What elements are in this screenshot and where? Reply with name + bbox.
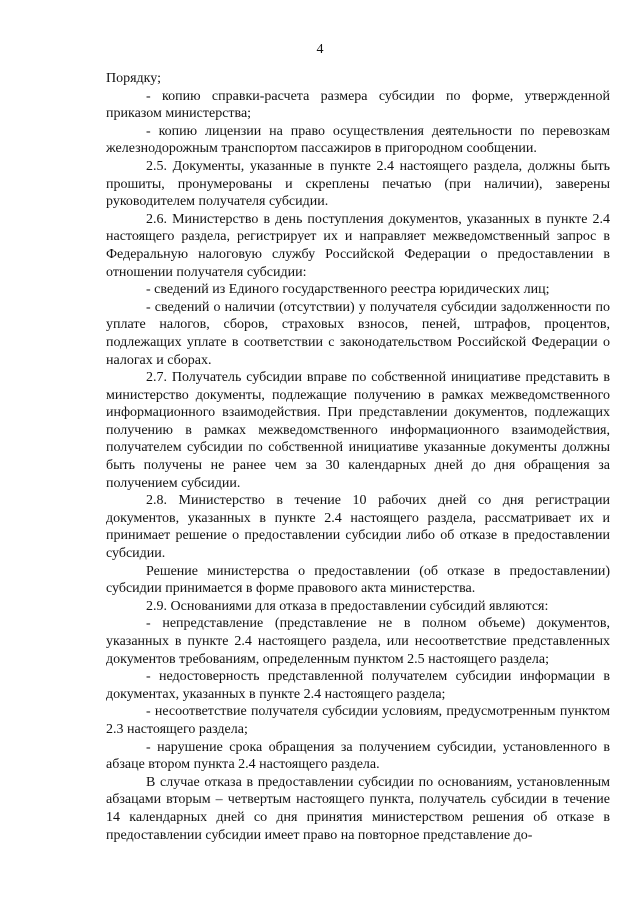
refusal-ground-1: - непредставление (представление не в полном объеме) документов, указанных в пункте 2.4 настоящего раздела, или несоответствие представленных документов требованиям, определенным пунктом 2.5 настоящего раздела; xyxy=(106,616,610,667)
refusal-ground-4: - нарушение срока обращения за получением субсидии, установленного в абзаце втором пункта 2.4 настоящего раздела. xyxy=(106,739,610,773)
list-item-license-copy: - копию лицензии на право осуществления деятельности по перевозкам железнодорожным транспортом пассажиров в пригородном сообщении. xyxy=(106,123,610,157)
list-item-calculation-copy: - копию справки-расчета размера субсидии по форме, утвержденной приказом министерства; xyxy=(106,88,610,122)
refusal-resubmission-paragraph: В случае отказа в предоставлении субсидии по основаниям, установленным абзацами вторым – четвертым настоящего пункта, получатель субсидии в течение 14 календарных дней со дня принятия министерством решения об отказе в предоставлении субсидии имеет право на повторное представление до- xyxy=(106,774,610,843)
clause-2-5: 2.5. Документы, указанные в пункте 2.4 настоящего раздела, должны быть прошиты, пронумерованы и скреплены печатью (при наличии), заверены руководителем получателя субсидии. xyxy=(106,158,610,210)
paragraph-continuation: Порядку; xyxy=(106,71,161,86)
clause-2-9: 2.9. Основаниями для отказа в предоставлении субсидий являются: xyxy=(146,598,549,614)
list-item-debt-info: - сведений о наличии (отсутствии) у получателя субсидии задолженности по уплате налогов, сборов, страховых взносов, пеней, штрафов, процентов, подлежащих уплате в соответствии с законодательством Российской Федерации о налогах и сборах. xyxy=(106,299,610,368)
refusal-ground-2: - недостоверность представленной получателем субсидии информации в документах, указанных в пункте 2.4 настоящего раздела; xyxy=(106,669,610,702)
decision-paragraph: Решение министерства о предоставлении (об отказе в предоставлении) субсидии принимается в форме правового акта министерства. xyxy=(106,563,610,597)
page-number: 4 xyxy=(316,42,324,57)
clause-2-8: 2.8. Министерство в течение 10 рабочих дней со дня регистрации документов, указанных в пункте 2.4 настоящего раздела, рассматривает их и принимает решение о предоставлении субсидии либо об отказе в предоставлении субсидии. xyxy=(106,493,610,562)
refusal-ground-3: - несоответствие получателя субсидии условиям, предусмотренным пунктом 2.3 настоящего раздела; xyxy=(106,704,610,737)
clause-2-7: 2.7. Получатель субсидии вправе по собственной инициативе представить в министерство документы, подлежащие получению в рамках межведомственного информационного взаимодействия. При представлении документов, подлежащих получению в рамках межведомственного информационного взаимодействия, получателем субсидии по собственной инициативе указанные документы должны быть получены не ранее чем за 30 календарных дней до дня обращения за получением субсидии. xyxy=(106,370,610,491)
clause-2-6: 2.6. Министерство в день поступления документов, указанных в пункте 2.4 настоящего раздела, регистрирует их и направляет межведомственный запрос в Федеральную налоговую службу Российской Федерации о предоставлении в отношении получателя субсидии: xyxy=(106,211,610,280)
list-item-registry-info: - сведений из Единого государственного реестра юридических лиц; xyxy=(146,282,550,298)
document-body xyxy=(106,70,610,844)
